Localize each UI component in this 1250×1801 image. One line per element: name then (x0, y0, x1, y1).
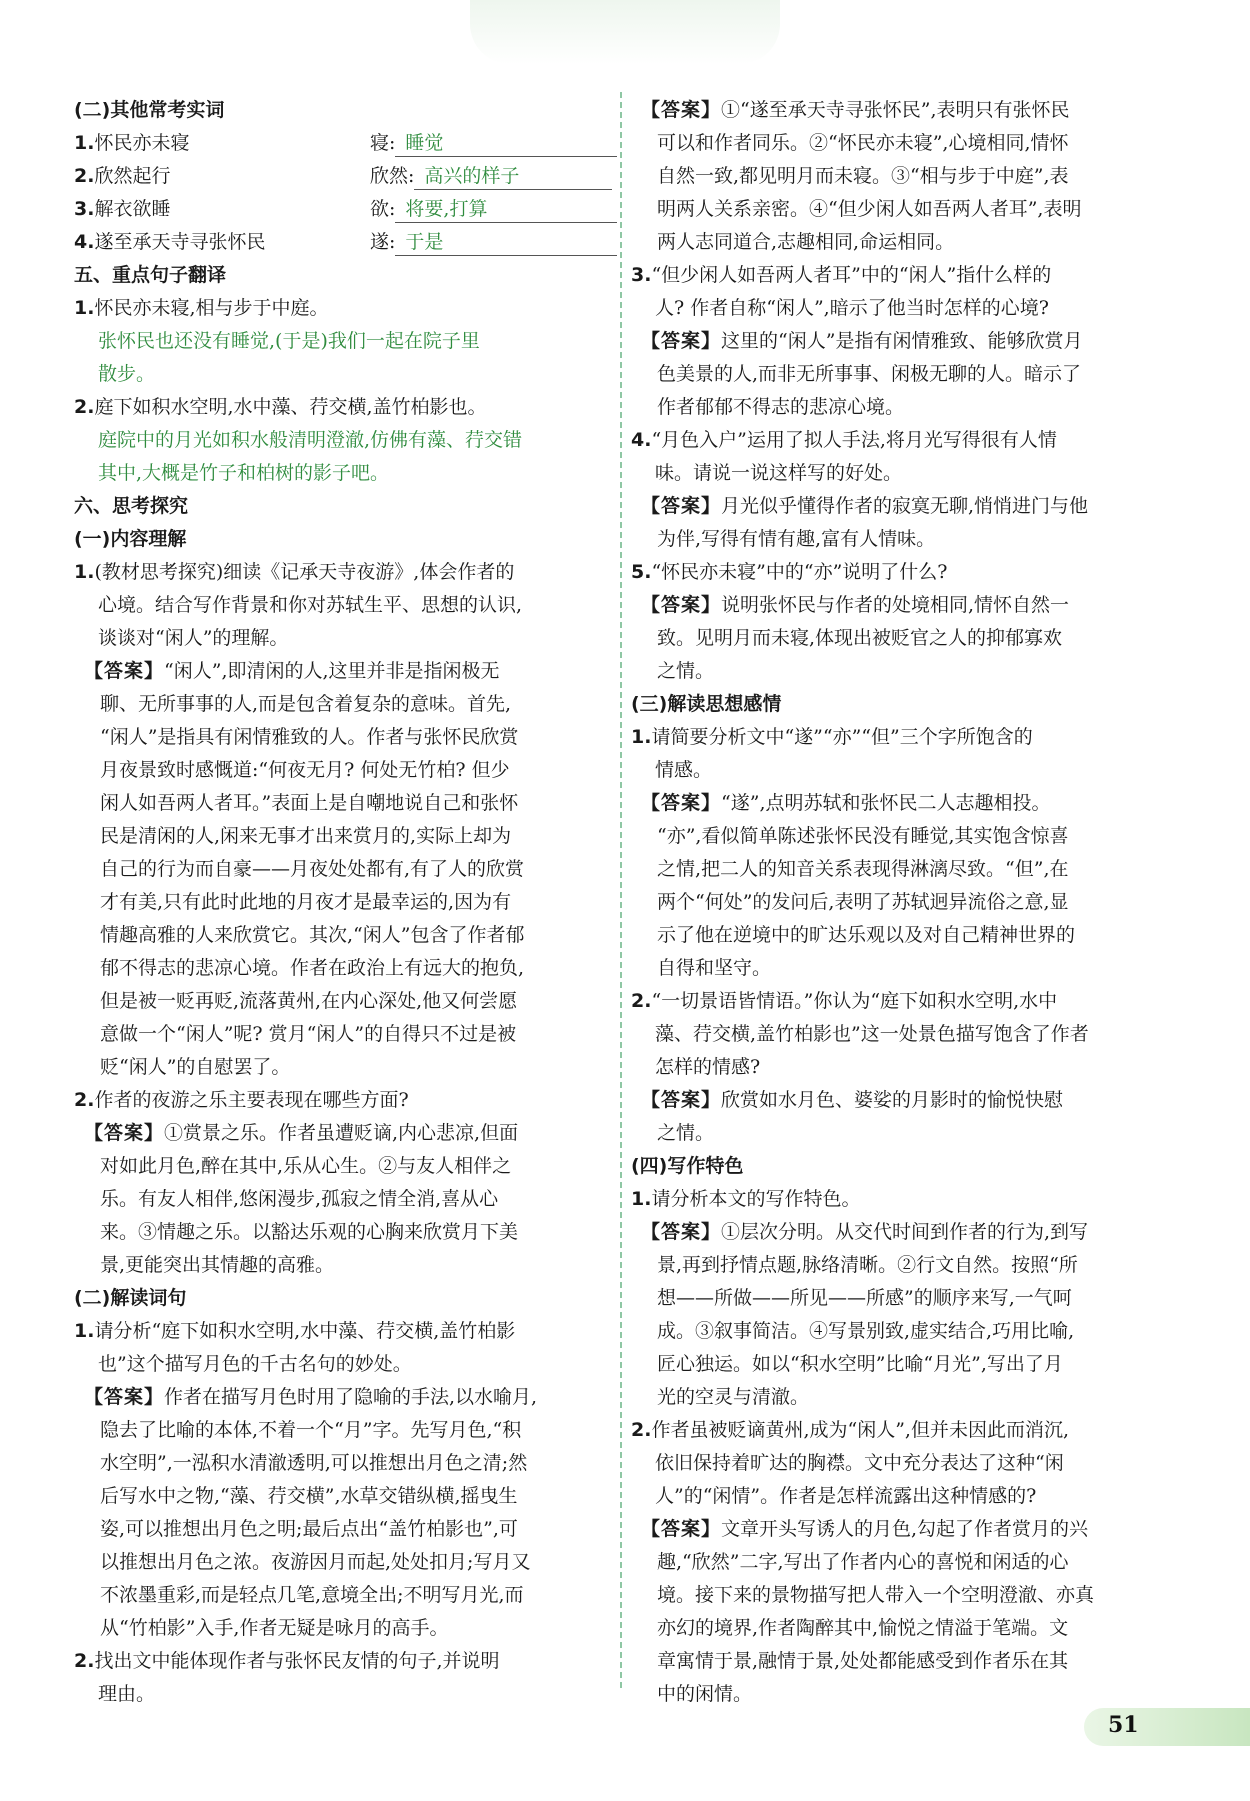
answer-line (631, 325, 1179, 358)
answer-line: 作者郁郁不得志的悲凉心境。 (657, 396, 905, 418)
question-text: “一切景语皆情语。”你认为“庭下如积水空明,水中 (651, 990, 1058, 1012)
translation-section-title: 五、重点句子翻译 (74, 264, 227, 286)
answer-line (631, 94, 1179, 127)
translation-answer-line: 其中,大概是竹子和柏树的影子吧。 (98, 462, 390, 484)
answer-line: 可以和作者同乐。②“怀民亦未寝”,心境相同,情怀 (657, 132, 1069, 154)
vocab-phrase: 怀民亦未寝 (94, 132, 190, 154)
writing-features-title: (四)写作特色 (631, 1155, 744, 1177)
answer-line: 以推想出月色之浓。夜游因月而起,处处扣月;写月又 (100, 1551, 531, 1573)
question-line (74, 1348, 612, 1381)
answer-line: 隐去了比喻的本体,不着一个“月”字。先写月色,“积 (100, 1419, 522, 1441)
answer-line: 示了他在逆境中的旷达乐观以及对自己精神世界的 (657, 924, 1076, 946)
interpret-words-title: (二)解读词句 (74, 1287, 187, 1309)
answer-line: 乐。有友人相伴,悠闲漫步,孤寂之情全消,喜从心 (100, 1188, 499, 1210)
answer-line: 之情。 (657, 660, 715, 682)
answer-text: ①“遂至承天寺寻张怀民”,表明只有张怀民 (721, 99, 1070, 121)
answer-line: 但是被一贬再贬,流落黄州,在内心深处,他又何尝愿 (100, 990, 518, 1012)
translation-answer-line: 庭院中的月光如积水般清明澄澈,仿佛有藻、荇交错 (98, 429, 523, 451)
answer-text: “闲人”,即清闲的人,这里并非是指闲极无 (164, 660, 500, 682)
question-block (74, 1645, 612, 1711)
question-block (74, 1084, 612, 1282)
question-line (631, 556, 1179, 589)
answer-line (631, 1513, 1179, 1546)
answer-line: “亦”,看似简单陈述张怀民没有睡觉,其实饱含惊喜 (657, 825, 1069, 847)
question-line (74, 1645, 612, 1678)
answer-line: 贬“闲人”的自慰罢了。 (100, 1056, 291, 1078)
question-text: “月色入户”运用了拟人手法,将月光写得很有人情 (651, 429, 1057, 451)
answer-line: 两个“何处”的发问后,表明了苏轼迥异流俗之意,显 (657, 891, 1069, 913)
vocab-answer-group (370, 127, 617, 160)
answer-line: 不浓墨重彩,而是轻点几笔,意境全出;不明写月光,而 (100, 1584, 524, 1606)
answer-line: 姿,可以推想出月色之明;最后点出“盖竹柏影也”,可 (100, 1518, 518, 1540)
question-text: 人”的“闲情”。作者是怎样流露出这种情感的? (655, 1485, 1037, 1507)
page-number-badge (1084, 1708, 1250, 1746)
vocab-row (74, 160, 612, 193)
answer-text: ①赏景之乐。作者虽遭贬谪,内心悲凉,但面 (164, 1122, 519, 1144)
right-column (631, 94, 1179, 1711)
vocab-section-title: (二)其他常考实词 (74, 99, 225, 121)
question-line (631, 424, 1179, 457)
answer-line: 匠心独运。如以“积水空明”比喻“月光”,写出了月 (657, 1353, 1063, 1375)
question-text: 请分析本文的写作特色。 (651, 1188, 861, 1210)
question-number: 1. (631, 1188, 652, 1210)
answer-line: 为伴,写得有情有趣,富有人情味。 (657, 528, 936, 550)
answer-line: 聊、无所事事的人,而是包含着复杂的意味。首先, (100, 693, 512, 715)
item-number: 2. (74, 396, 95, 418)
answer-line: 郁不得志的悲凉心境。作者在政治上有远大的抱负, (100, 957, 525, 979)
question-text: 请简要分析文中“遂”“亦”“但”三个字所饱含的 (651, 726, 1033, 748)
vocab-answer: 于是 (395, 229, 617, 256)
question-text: 找出文中能体现作者与张怀民友情的句子,并说明 (94, 1650, 500, 1672)
answer-line (631, 490, 1179, 523)
question-number: 2. (74, 1650, 95, 1672)
question-text: 作者虽被贬谪黄州,成为“闲人”,但并未因此而消沉, (651, 1419, 1069, 1441)
answer-line: 光的空灵与清澈。 (657, 1386, 810, 1408)
question-line (631, 721, 1179, 754)
answer-line (631, 787, 1179, 820)
answer-line: 两人志同道合,志趣相同,命运相同。 (657, 231, 955, 253)
question-text: 作者的夜游之乐主要表现在哪些方面? (94, 1089, 409, 1111)
question-number: 4. (631, 429, 652, 451)
answer-tag: 【答案】 (84, 1122, 165, 1144)
question-block (631, 556, 1179, 688)
question-number: 5. (631, 561, 652, 583)
vocab-row (74, 193, 612, 226)
answer-text: 这里的“闲人”是指有闲情雅致、能够欣赏月 (721, 330, 1083, 352)
question-text: 请分析“庭下如积水空明,水中藻、荇交横,盖竹柏影 (94, 1320, 516, 1342)
answer-line: “闲人”是指具有闲情雅致的人。作者与张怀民欣赏 (100, 726, 519, 748)
question-text: “但少闲人如吾两人者耳”中的“闲人”指什么样的 (651, 264, 1052, 286)
vocab-phrase: 欣然起行 (94, 165, 171, 187)
question-text: (教材思考探究)细读《记承天寺夜游》,体会作者的 (94, 561, 515, 583)
vocab-word: 欲: (370, 198, 396, 220)
answer-line (631, 589, 1179, 622)
header-decoration (470, 0, 780, 64)
answer-line: 趣,“欣然”二字,写出了作者内心的喜悦和闲适的心 (657, 1551, 1069, 1573)
answer-line: 从“竹柏影”入手,作者无疑是咏月的高手。 (100, 1617, 449, 1639)
translation-list (74, 292, 612, 490)
answer-line: 对如此月色,醉在其中,乐从心生。②与友人相伴之 (100, 1155, 512, 1177)
question-number: 1. (631, 726, 652, 748)
content-understanding-title: (一)内容理解 (74, 528, 187, 550)
question-text: 味。请说一说这样写的好处。 (655, 462, 903, 484)
vocab-answer: 睡觉 (395, 130, 617, 157)
question-line (631, 1447, 1179, 1480)
answer-line (74, 655, 612, 688)
question-block (631, 1183, 1179, 1414)
question-block (631, 424, 1179, 556)
answer-continuation (631, 94, 1179, 259)
answer-line: 想——所做——所见——所感”的顺序来写,一气呵 (657, 1287, 1072, 1309)
question-line (631, 1051, 1179, 1084)
vocab-word: 寝: (370, 132, 396, 154)
question-text: 谈谈对“闲人”的理解。 (98, 627, 289, 649)
question-text: 藻、荇交横,盖竹柏影也”这一处景色描写饱含了作者 (655, 1023, 1089, 1045)
vocab-phrase-group (74, 226, 265, 259)
question-line (631, 754, 1179, 787)
question-number: 1. (74, 561, 95, 583)
vocab-answer-group (370, 193, 617, 226)
vocab-list (74, 127, 612, 259)
question-line (631, 985, 1179, 1018)
answer-line: 意做一个“闲人”呢? 赏月“闲人”的自得只不过是被 (100, 1023, 517, 1045)
page-number: 51 (1108, 1712, 1139, 1738)
translation-answer-line: 张怀民也还没有睡觉,(于是)我们一起在院子里 (98, 330, 480, 352)
translation-answer-line: 散步。 (98, 363, 156, 385)
answer-line: 自己的行为而自豪——月夜处处都有,有了人的欣赏 (100, 858, 525, 880)
item-number: 2. (74, 165, 95, 187)
vocab-phrase: 遂至承天寺寻张怀民 (94, 231, 266, 253)
answer-tag: 【答案】 (641, 1518, 722, 1540)
answer-line: 色美景的人,而非无所事事、闲极无聊的人。暗示了 (657, 363, 1082, 385)
item-number: 3. (74, 198, 95, 220)
question-block (631, 721, 1179, 985)
question-number: 2. (74, 1089, 95, 1111)
answer-line: 成。③叙事简洁。④写景别致,虚实结合,巧用比喻, (657, 1320, 1075, 1342)
item-number: 1. (74, 297, 95, 319)
answer-line: 景,更能突出其情趣的高雅。 (100, 1254, 335, 1276)
question-number: 2. (631, 1419, 652, 1441)
answer-line: 自得和坚守。 (657, 957, 772, 979)
vocab-answer: 将要,打算 (395, 196, 617, 223)
answer-line: 水空明”,一泓积水清澈透明,可以推想出月色之清;然 (100, 1452, 528, 1474)
answer-line: 后写水中之物,“藻、荇交横”,水草交错纵横,摇曳生 (100, 1485, 518, 1507)
answer-tag: 【答案】 (641, 1221, 722, 1243)
answer-text: 说明张怀民与作者的处境相同,情怀自然一 (721, 594, 1070, 616)
answer-tag: 【答案】 (84, 1386, 165, 1408)
question-line (631, 1018, 1179, 1051)
answer-tag: 【答案】 (641, 99, 722, 121)
translation-sentence (74, 292, 612, 325)
answer-text: 文章开头写诱人的月色,勾起了作者赏月的兴 (721, 1518, 1089, 1540)
vocab-answer-group (370, 226, 617, 259)
question-text: 人? 作者自称“闲人”,暗示了他当时怎样的心境? (655, 297, 1049, 319)
answer-line: 民是清闲的人,闲来无事才出来赏月的,实际上却为 (100, 825, 512, 847)
answer-line: 之情,把二人的知音关系表现得淋漓尽致。“但”,在 (657, 858, 1069, 880)
question-block (631, 985, 1179, 1150)
answer-line: 明两人关系亲密。④“但少闲人如吾两人者耳”,表明 (657, 198, 1082, 220)
answer-line (631, 1216, 1179, 1249)
answer-line: 之情。 (657, 1122, 715, 1144)
answer-tag: 【答案】 (641, 495, 722, 517)
question-line (74, 1315, 612, 1348)
vocab-word: 欣然: (370, 165, 415, 187)
question-number: 3. (631, 264, 652, 286)
sentence-text: 怀民亦未寝,相与步于中庭。 (94, 297, 329, 319)
answer-line: 情趣高雅的人来欣赏它。其次,“闲人”包含了作者郁 (100, 924, 525, 946)
answer-text: 作者在描写月色时用了隐喻的手法,以水喻月, (164, 1386, 538, 1408)
question-text: 依旧保持着旷达的胸襟。文中充分表达了这种“闲 (655, 1452, 1064, 1474)
left-column (74, 94, 612, 1711)
thought-feeling-title: (三)解读思想感情 (631, 693, 782, 715)
question-text: 情感。 (655, 759, 713, 781)
answer-line: 自然一致,都见明月而未寝。③“相与步于中庭”,表 (657, 165, 1069, 187)
item-number: 1. (74, 132, 95, 154)
answer-line: 月夜景致时感慨道:“何夜无月? 何处无竹柏? 但少 (100, 759, 510, 781)
answer-tag: 【答案】 (641, 792, 722, 814)
question-line (74, 556, 612, 589)
answer-line: 境。接下来的景物描写把人带入一个空明澄澈、亦真 (657, 1584, 1095, 1606)
answer-tag: 【答案】 (641, 1089, 722, 1111)
vocab-answer: 高兴的样子 (414, 163, 612, 190)
answer-line: 才有美,只有此时此地的月夜才是最幸运的,因为有 (100, 891, 512, 913)
question-text: “怀民亦未寝”中的“亦”说明了什么? (651, 561, 948, 583)
answer-line: 景,再到抒情点题,脉络清晰。②行文自然。按照“所 (657, 1254, 1078, 1276)
question-block (631, 259, 1179, 424)
sentence-text: 庭下如积水空明,水中藻、荇交横,盖竹柏影也。 (94, 396, 487, 418)
question-text: 心境。结合写作背景和你对苏轼生平、思想的认识, (98, 594, 523, 616)
question-line (74, 1084, 612, 1117)
question-line (74, 589, 612, 622)
vocab-phrase-group (74, 127, 189, 160)
question-line (631, 1183, 1179, 1216)
question-text: 也”这个描写月色的千古名句的妙处。 (98, 1353, 412, 1375)
translation-sentence (74, 391, 612, 424)
question-line (631, 1414, 1179, 1447)
answer-line: 亦幻的境界,作者陶醉其中,愉悦之情溢于笔端。文 (657, 1617, 1069, 1639)
question-number: 1. (74, 1320, 95, 1342)
answer-tag: 【答案】 (641, 330, 722, 352)
question-text: 怎样的情感? (655, 1056, 761, 1078)
question-block (74, 556, 612, 1084)
vocab-row (74, 127, 612, 160)
question-number: 2. (631, 990, 652, 1012)
vocab-phrase-group (74, 193, 170, 226)
answer-text: “遂”,点明苏轼和张怀民二人志趣相投。 (721, 792, 1051, 814)
question-block (74, 1315, 612, 1645)
answer-line: 来。③情趣之乐。以豁达乐观的心胸来欣赏月下美 (100, 1221, 519, 1243)
answer-text: ①层次分明。从交代时间到作者的行为,到写 (721, 1221, 1089, 1243)
vocab-phrase-group (74, 160, 170, 193)
answer-line: 章寓情于景,融情于景,处处都能感受到作者乐在其 (657, 1650, 1069, 1672)
answer-text: 月光似乎懂得作者的寂寞无聊,悄悄进门与他 (721, 495, 1089, 517)
question-line (631, 292, 1179, 325)
answer-tag: 【答案】 (84, 660, 165, 682)
item-number: 4. (74, 231, 95, 253)
answer-line: 致。见明月而未寝,体现出被贬官之人的抑郁寡欢 (657, 627, 1063, 649)
vocab-word: 遂: (370, 231, 396, 253)
question-line (74, 1678, 612, 1711)
vocab-phrase: 解衣欲睡 (94, 198, 171, 220)
column-divider (620, 92, 622, 1688)
answer-line (631, 1084, 1179, 1117)
answer-tag: 【答案】 (641, 594, 722, 616)
vocab-answer-group (370, 160, 612, 193)
question-text: 理由。 (98, 1683, 156, 1705)
thinking-section-title: 六、思考探究 (74, 495, 189, 517)
question-line (631, 259, 1179, 292)
vocab-row (74, 226, 612, 259)
question-line (631, 1480, 1179, 1513)
question-block (631, 1414, 1179, 1711)
answer-line: 闲人如吾两人者耳。”表面上是自嘲地说自己和张怀 (100, 792, 519, 814)
answer-line (74, 1117, 612, 1150)
answer-line: 中的闲情。 (657, 1683, 753, 1705)
answer-line (74, 1381, 612, 1414)
answer-text: 欣赏如水月色、婆娑的月影时的愉悦快慰 (721, 1089, 1064, 1111)
question-line (631, 457, 1179, 490)
question-line (74, 622, 612, 655)
